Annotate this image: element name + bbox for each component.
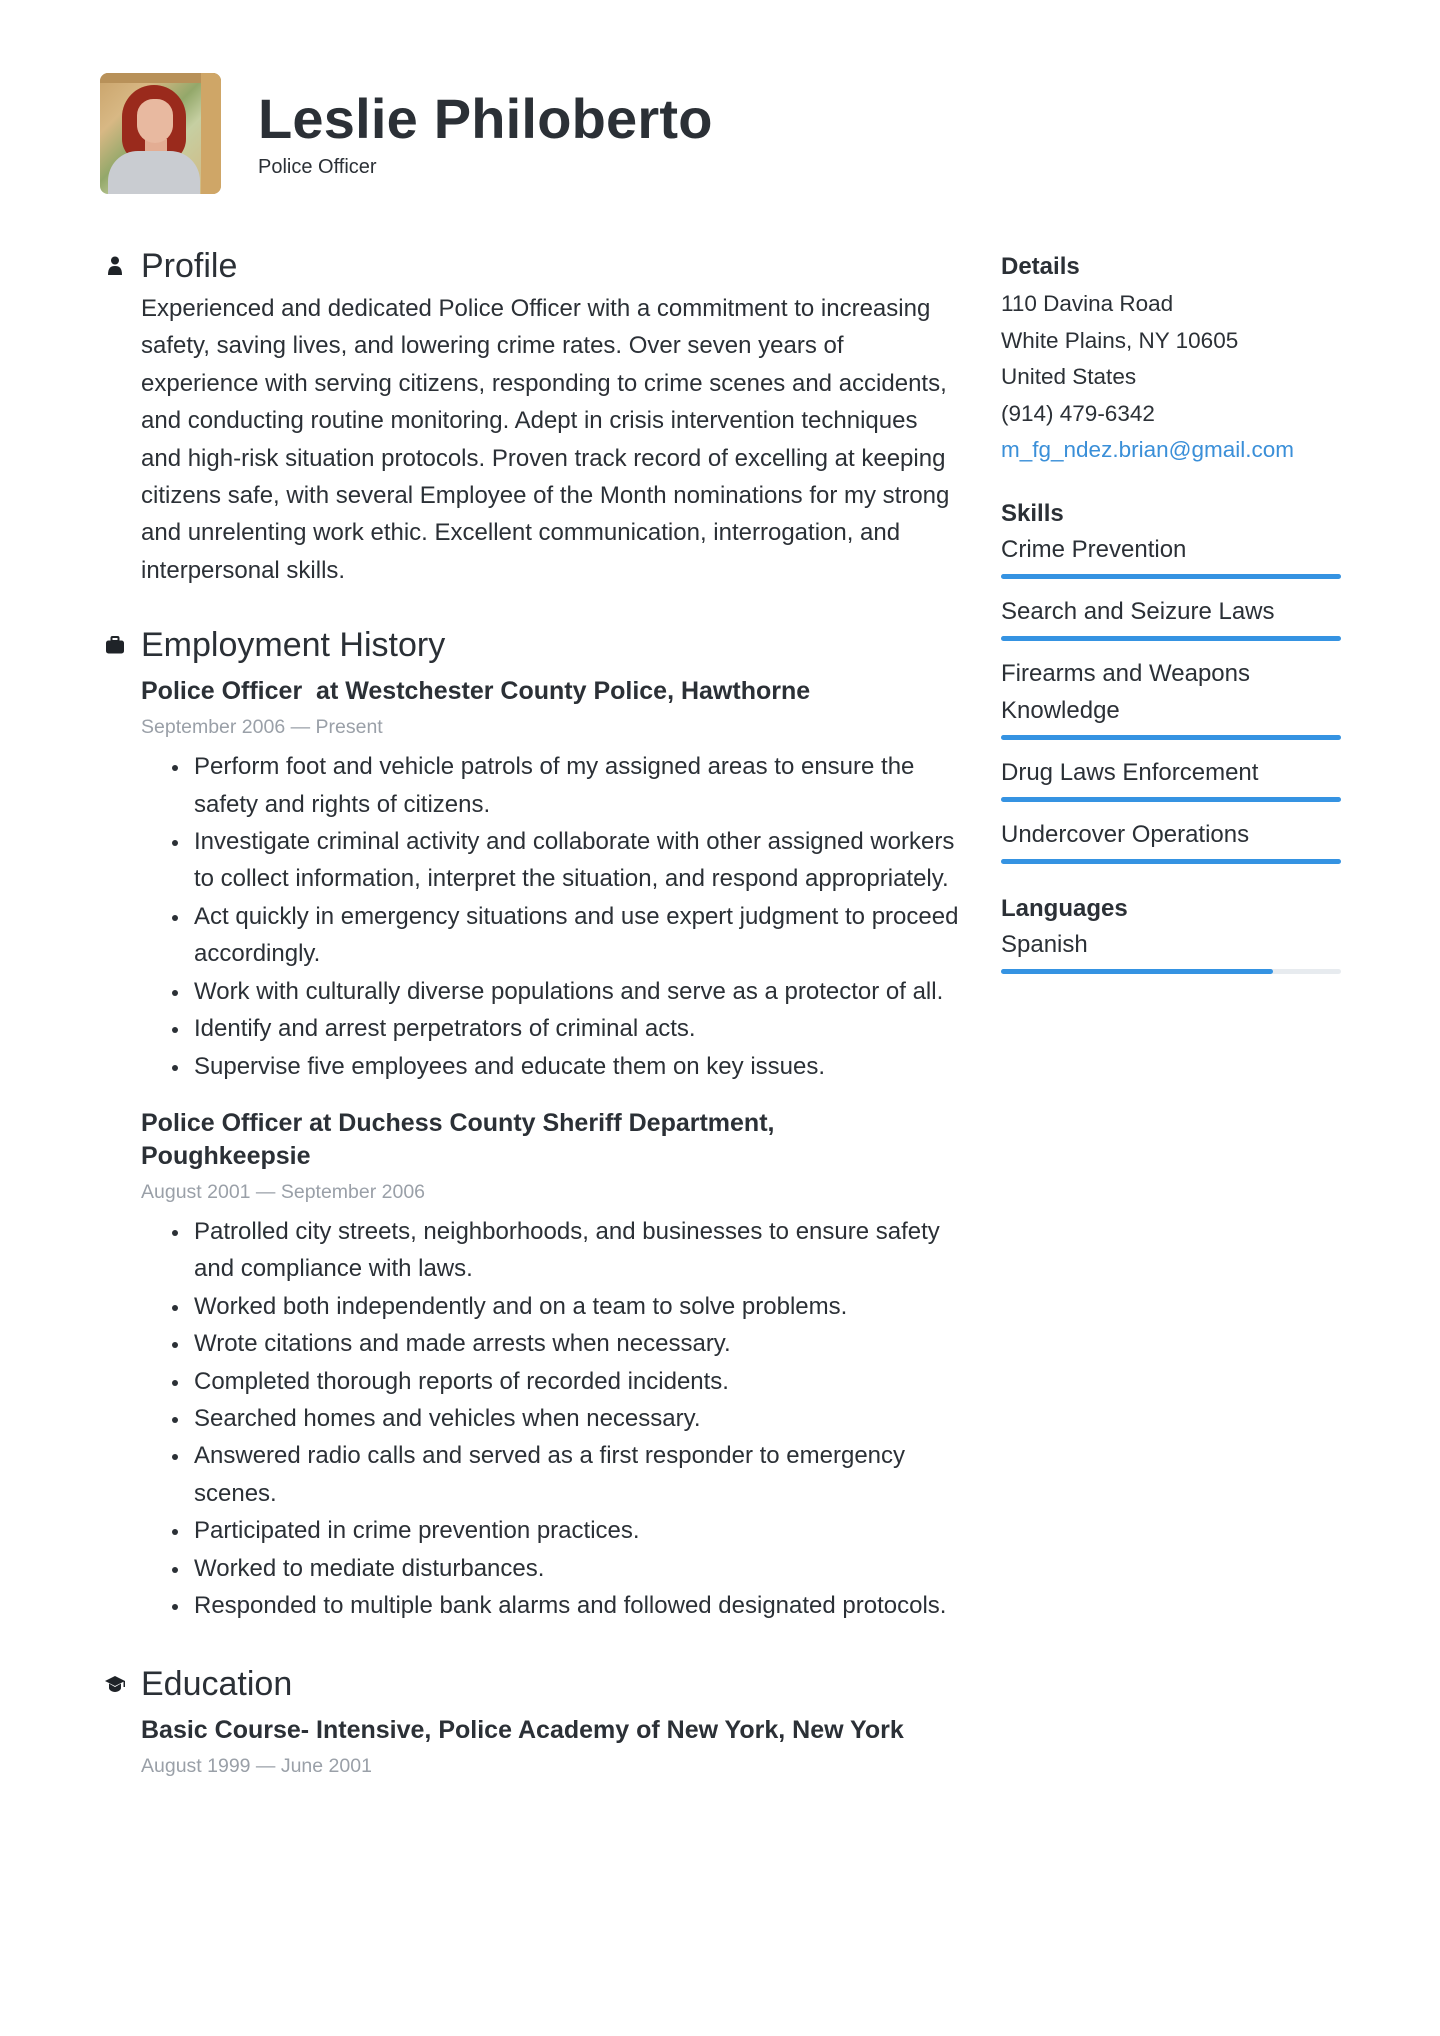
list-item: Searched homes and vehicles when necessary. bbox=[194, 1400, 964, 1437]
language-label: Spanish bbox=[1001, 930, 1088, 958]
employment-heading bbox=[104, 625, 954, 665]
profile-summary: Experienced and dedicated Police Officer with a commitment to increasing safety, saving lives, and lowering crime rates. Over seven years of experience with serving citizens, responding to crime scenes and accidents, and conducting routine monitoring. Adept in crisis intervention techniques and high-risk situation protocols. Proven track record of excelling at keeping citizens safe, with several Employee of the Month nominations for my strong and unrelenting work ethic. Excellent communication, interrogation, and interpersonal skills. bbox=[141, 295, 950, 584]
list-item: Worked both independently and on a team to solve problems. bbox=[194, 1288, 964, 1325]
job-title-subtitle: Police Officer bbox=[258, 156, 377, 178]
list-item: Answered radio calls and served as a first responder to emergency scenes. bbox=[194, 1437, 964, 1512]
education-section bbox=[104, 1664, 954, 1779]
employment-section bbox=[104, 625, 959, 1624]
job-bullets bbox=[141, 1213, 954, 1624]
languages-heading: Languages bbox=[1001, 894, 1128, 922]
language-item bbox=[1001, 926, 1341, 974]
email-link[interactable]: m_fg_ndez.brian@gmail.com bbox=[1001, 437, 1294, 463]
profile-title: Profile bbox=[141, 246, 238, 285]
skill-item bbox=[1001, 655, 1341, 740]
skill-label: Crime Prevention bbox=[1001, 535, 1187, 563]
employment-title: Employment History bbox=[141, 625, 446, 664]
skill-label: Search and Seizure Laws bbox=[1001, 597, 1275, 625]
list-item: Investigate criminal activity and collaborate with other assigned workers to collect information, interpret the situation, and respond appropriately. bbox=[194, 823, 964, 898]
education-heading bbox=[104, 1664, 954, 1704]
skill-item bbox=[1001, 531, 1341, 579]
list-item: Perform foot and vehicle patrols of my assigned areas to ensure the safety and rights of citizens. bbox=[194, 748, 964, 823]
skill-label: Drug Laws Enforcement bbox=[1001, 758, 1259, 786]
job-entry bbox=[141, 1107, 954, 1624]
job-title: Police Officer at Westchester County Police, Hawthorne bbox=[141, 677, 811, 706]
education-entry bbox=[141, 1714, 954, 1779]
avatar-photo bbox=[100, 73, 221, 194]
language-level-bar bbox=[1001, 969, 1341, 974]
details-section bbox=[1001, 250, 1341, 469]
list-item: Participated in crime prevention practices. bbox=[194, 1512, 964, 1549]
main-column bbox=[104, 246, 959, 1779]
skill-level-bar bbox=[1001, 574, 1341, 579]
name-block bbox=[258, 88, 713, 179]
list-item: Act quickly in emergency situations and use expert judgment to proceed accordingly. bbox=[194, 898, 964, 973]
list-item: Wrote citations and made arrests when necessary. bbox=[194, 1325, 964, 1362]
skill-level-bar bbox=[1001, 636, 1341, 641]
details-heading: Details bbox=[1001, 253, 1080, 280]
profile-heading bbox=[104, 246, 954, 286]
job-dates: September 2006 — Present bbox=[141, 716, 383, 739]
list-item: Patrolled city streets, neighborhoods, and businesses to ensure safety and compliance with laws. bbox=[194, 1213, 964, 1288]
education-dates: August 1999 — June 2001 bbox=[141, 1755, 372, 1778]
education-title: Education bbox=[141, 1664, 293, 1703]
job-title: Police Officer at Duchess County Sheriff Department, Poughkeepsie bbox=[141, 1108, 775, 1170]
candidate-name: Leslie Philoberto bbox=[258, 87, 713, 150]
skill-level-bar bbox=[1001, 797, 1341, 802]
skills-section bbox=[1001, 497, 1341, 864]
phone: (914) 479-6342 bbox=[1001, 400, 1155, 426]
skill-level-bar bbox=[1001, 859, 1341, 864]
languages-section bbox=[1001, 892, 1341, 974]
skills-heading: Skills bbox=[1001, 499, 1064, 527]
job-entry bbox=[141, 675, 959, 1085]
profile-section bbox=[104, 246, 954, 589]
address-line2: White Plains, NY 10605 bbox=[1001, 327, 1239, 353]
briefcase-icon bbox=[104, 634, 126, 656]
list-item: Work with culturally diverse populations and serve as a protector of all. bbox=[194, 973, 964, 1010]
list-item: Responded to multiple bank alarms and followed designated protocols. bbox=[194, 1587, 964, 1624]
skill-item bbox=[1001, 816, 1341, 864]
skill-level-bar bbox=[1001, 735, 1341, 740]
job-bullets bbox=[141, 748, 959, 1085]
sidebar bbox=[1001, 250, 1341, 988]
job-dates: August 2001 — September 2006 bbox=[141, 1180, 426, 1203]
graduation-cap-icon bbox=[104, 1673, 126, 1695]
country: United States bbox=[1001, 364, 1137, 390]
address-line1: 110 Davina Road bbox=[1001, 291, 1174, 316]
skill-item bbox=[1001, 593, 1341, 641]
skill-label: Undercover Operations bbox=[1001, 820, 1250, 848]
list-item: Supervise five employees and educate them on key issues. bbox=[194, 1048, 964, 1085]
list-item: Worked to mediate disturbances. bbox=[194, 1550, 964, 1587]
education-title: Basic Course- Intensive, Police Academy of New York, New York bbox=[141, 1716, 904, 1745]
person-icon bbox=[104, 255, 126, 277]
skill-item bbox=[1001, 754, 1341, 802]
resume-header bbox=[100, 73, 713, 194]
skill-label: Firearms and Weapons Knowledge bbox=[1001, 659, 1250, 724]
list-item: Identify and arrest perpetrators of criminal acts. bbox=[194, 1010, 964, 1047]
list-item: Completed thorough reports of recorded incidents. bbox=[194, 1363, 964, 1400]
